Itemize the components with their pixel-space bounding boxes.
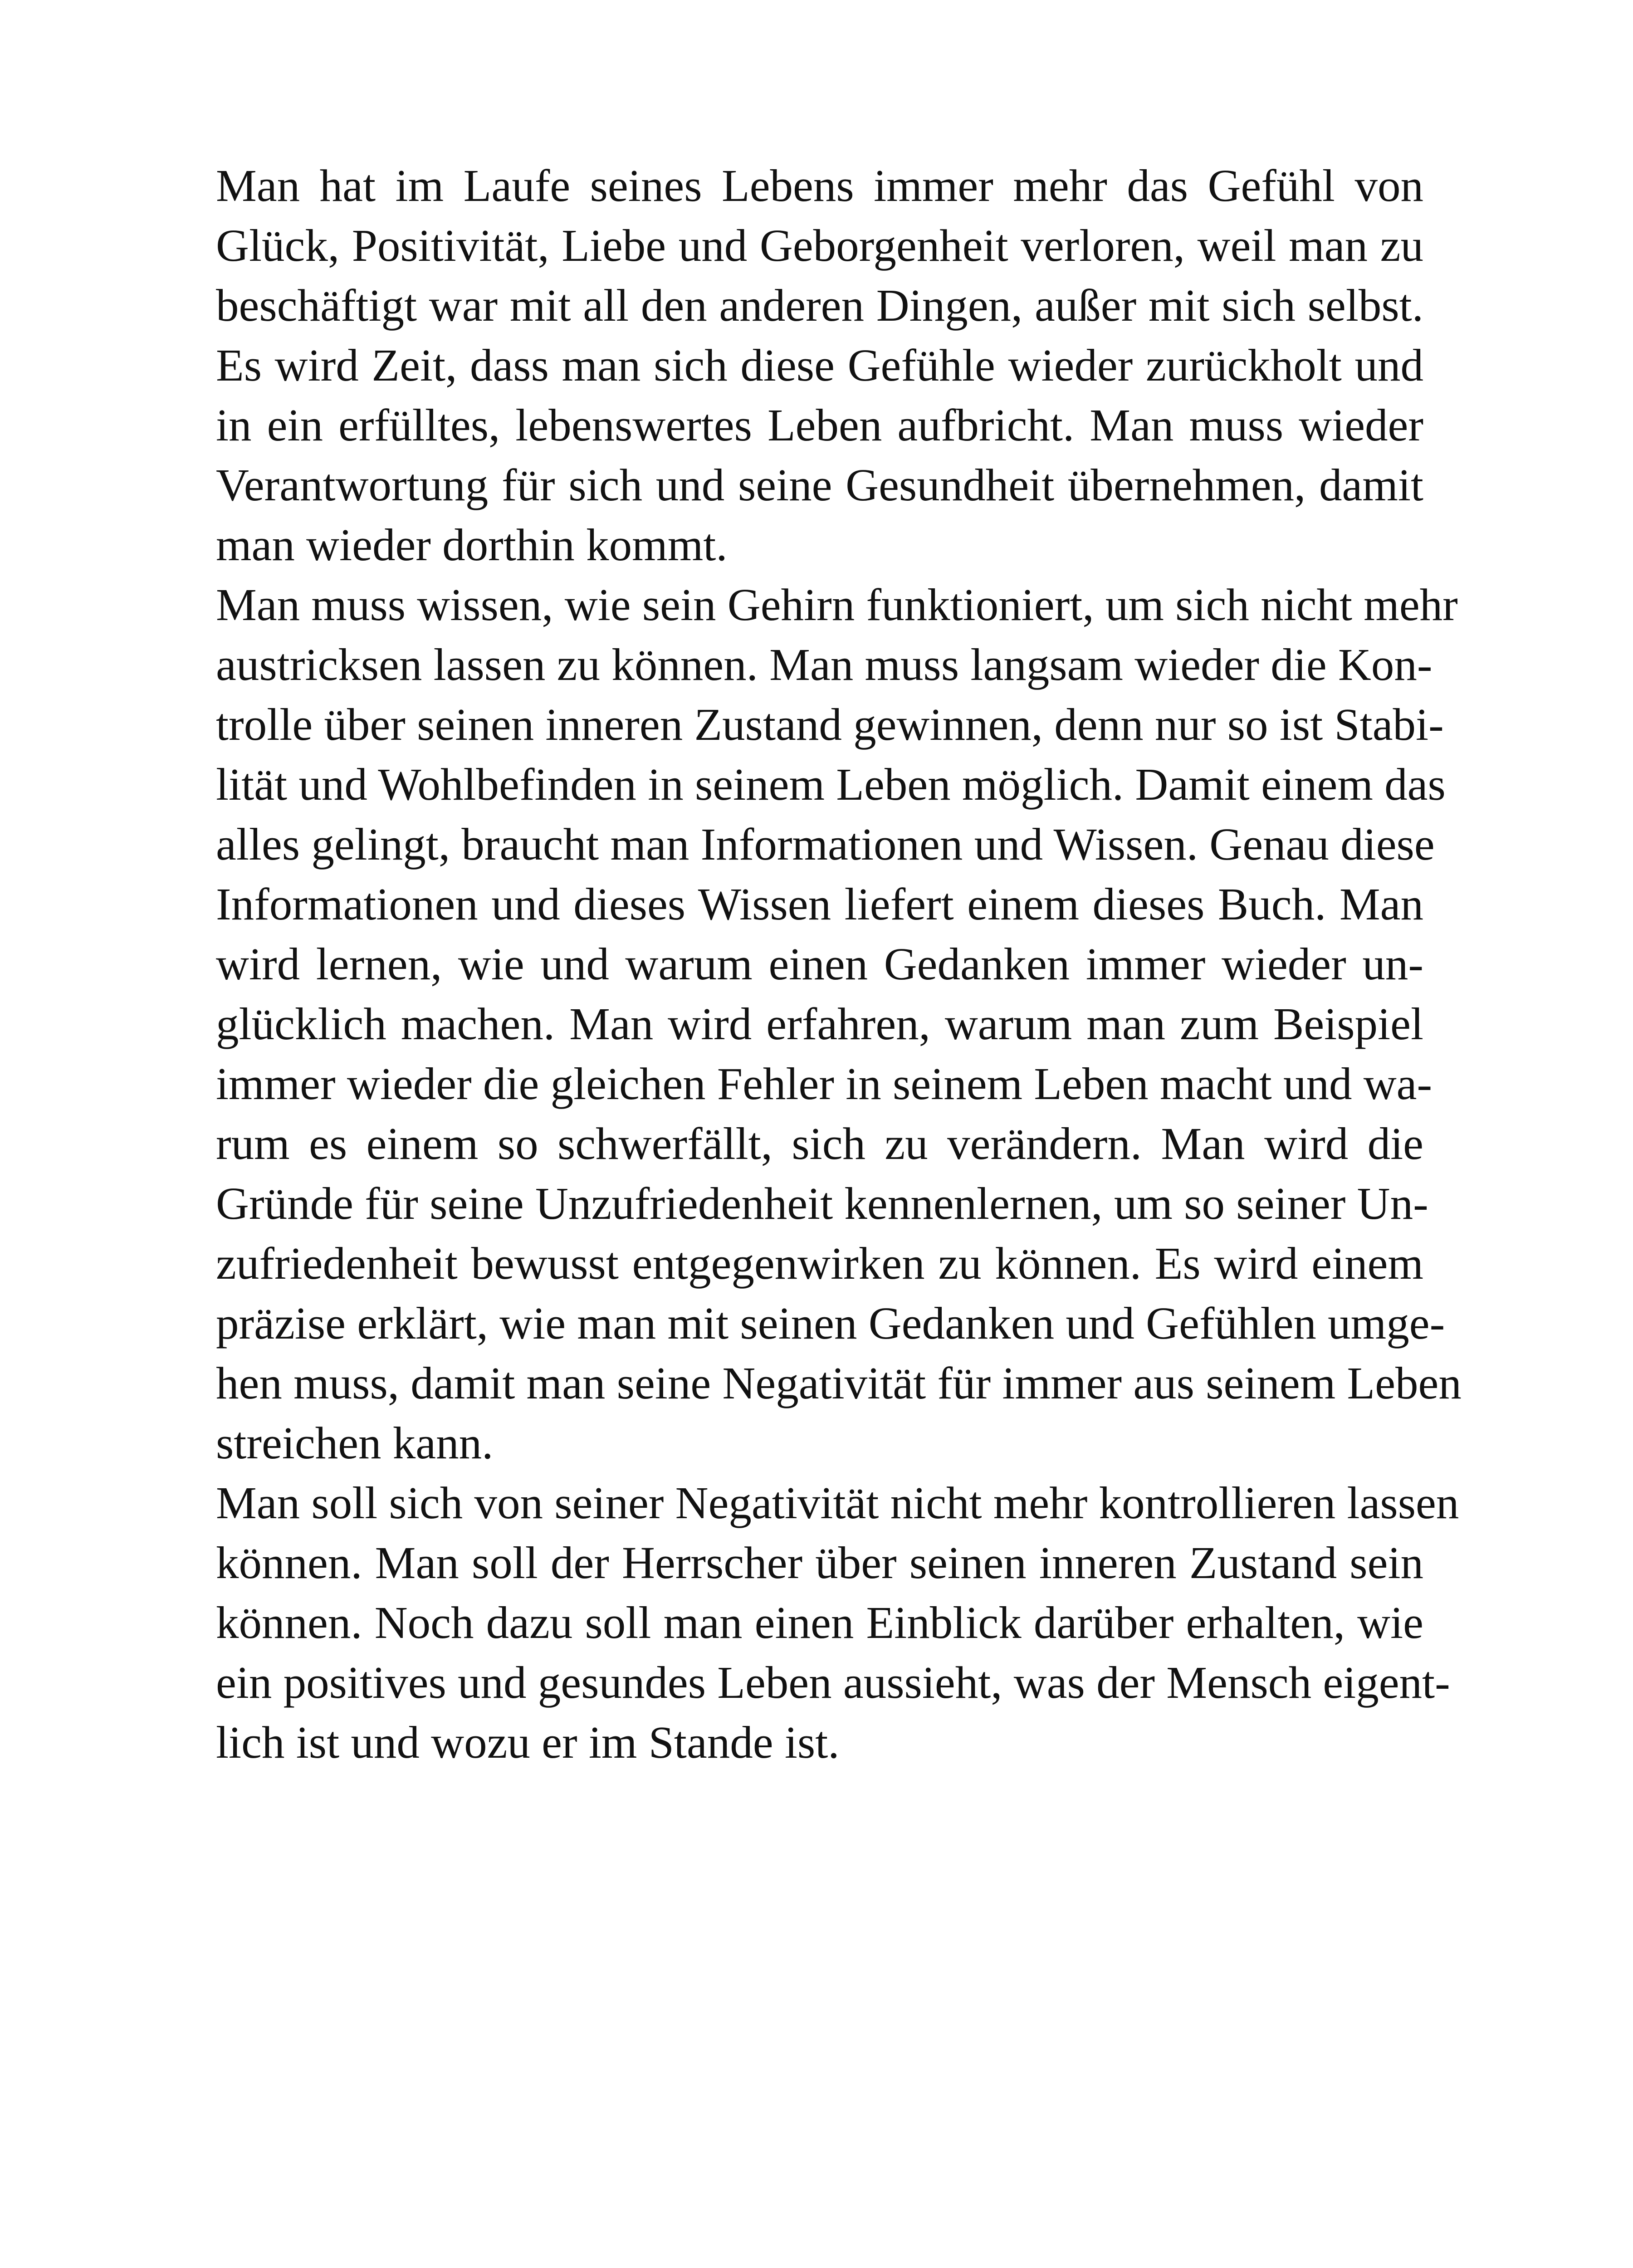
text-line: können. Noch dazu soll man einen Einblick darüber erhalten, wie xyxy=(216,1597,1423,1648)
text-line: austricksen lassen zu können. Man muss langsam wieder die Kon- xyxy=(216,639,1433,690)
text-line: Verantwortung für sich und seine Gesundheit übernehmen, damit xyxy=(216,459,1423,510)
text-line: Glück, Positivität, Liebe und Geborgenheit verloren, weil man zu xyxy=(216,220,1423,271)
text-line: Es wird Zeit, dass man sich diese Gefühle wieder zurückholt und xyxy=(216,340,1423,391)
text-line: glücklich machen. Man wird erfahren, warum man zum Beispiel xyxy=(216,998,1423,1049)
text-line: ein positives und gesundes Leben aussieht, was der Mensch eigent- xyxy=(216,1657,1450,1708)
text-line: rum es einem so schwerfällt, sich zu verändern. Man wird die xyxy=(216,1118,1423,1169)
text-line: streichen kann. xyxy=(216,1418,494,1468)
text-line: Informationen und dieses Wissen liefert einem dieses Buch. Man xyxy=(216,879,1423,929)
text-line: können. Man soll der Herrscher über seinen inneren Zustand sein xyxy=(216,1537,1423,1588)
body-text xyxy=(216,156,1462,1772)
text-line: immer wieder die gleichen Fehler in seinem Leben macht und wa- xyxy=(216,1058,1433,1109)
text-line: in ein erfülltes, lebenswertes Leben aufbricht. Man muss wieder xyxy=(216,400,1423,450)
text-line: lich ist und wozu er im Stande ist. xyxy=(216,1717,840,1768)
paragraph-2 xyxy=(216,575,1462,1473)
text-line: lität und Wohlbefinden in seinem Leben möglich. Damit einem das xyxy=(216,759,1446,810)
text-line: zufriedenheit bewusst entgegenwirken zu können. Es wird einem xyxy=(216,1238,1423,1289)
text-line: alles gelingt, braucht man Informationen und Wissen. Genau diese xyxy=(216,819,1435,870)
paragraph-3 xyxy=(216,1473,1459,1772)
paragraph-1 xyxy=(216,156,1423,575)
text-line: man wieder dorthin kommt. xyxy=(216,519,728,570)
text-line: Man soll sich von seiner Negativität nicht mehr kontrollieren lassen xyxy=(216,1477,1459,1528)
text-line: Gründe für seine Unzufriedenheit kennenlernen, um so seiner Un- xyxy=(216,1178,1428,1229)
text-line: hen muss, damit man seine Negativität für immer aus seinem Leben xyxy=(216,1358,1462,1408)
text-line: präzise erklärt, wie man mit seinen Gedanken und Gefühlen umge- xyxy=(216,1298,1445,1349)
text-line: Man muss wissen, wie sein Gehirn funktioniert, um sich nicht mehr xyxy=(216,579,1458,630)
text-line: Man hat im Laufe seines Lebens immer mehr das Gefühl von xyxy=(216,160,1423,211)
text-line: trolle über seinen inneren Zustand gewinnen, denn nur so ist Stabi- xyxy=(216,699,1444,750)
text-line: wird lernen, wie und warum einen Gedanken immer wieder un- xyxy=(216,938,1423,989)
text-line: beschäftigt war mit all den anderen Dingen, außer mit sich selbst. xyxy=(216,280,1423,331)
